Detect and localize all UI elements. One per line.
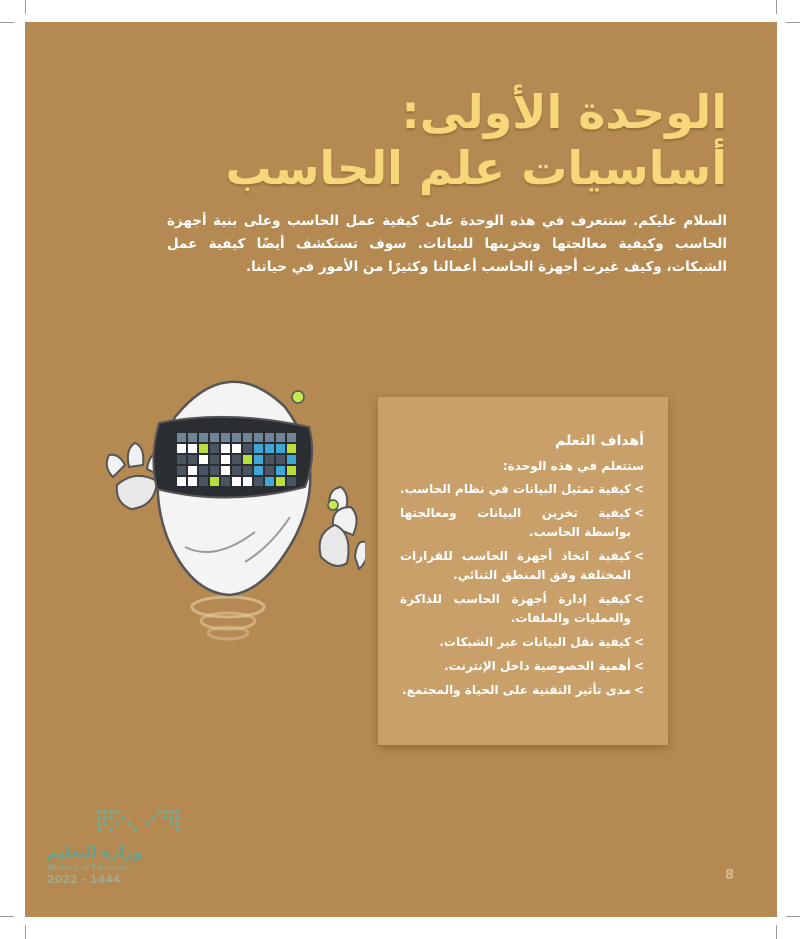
crop-mark <box>0 916 14 917</box>
bullet-mark: > <box>633 659 644 673</box>
goal-text: كيفية اتخاذ أجهزة الحاسب للقرارات المختلفة وفق المنطق الثنائي. <box>400 549 631 582</box>
ministry-logo <box>47 807 197 887</box>
goal-item <box>400 480 644 499</box>
goal-text: كيفية نقل البيانات عبر الشبكات. <box>439 635 631 649</box>
textbook-page <box>25 22 777 917</box>
goal-text: كيفية إدارة أجهزة الحاسب للذاكرة والعمليات والملفات. <box>400 592 631 625</box>
goal-text: أهمية الخصوصية داخل الإنترنت. <box>444 659 631 673</box>
robot-right-hand <box>320 487 365 569</box>
goal-text: كيفية تمثيل البيانات في نظام الحاسب. <box>400 482 631 496</box>
crop-mark <box>776 0 777 14</box>
goal-item <box>400 657 644 676</box>
bullet-mark: > <box>633 506 644 520</box>
goals-heading: أهداف التعلم <box>555 433 644 449</box>
crop-mark <box>25 925 26 939</box>
goals-list <box>400 480 644 700</box>
goals-subheading: ستتعلم في هذه الوحدة: <box>502 459 644 473</box>
goal-text: مدى تأثير التقنية على الحياة والمجتمع. <box>402 683 631 697</box>
bullet-mark: > <box>633 635 644 649</box>
bullet-mark: > <box>633 683 644 697</box>
ministry-name-english: Ministry of Education <box>47 863 132 872</box>
unit-title-line1: الوحدة الأولى: <box>401 85 727 139</box>
crop-mark <box>786 916 800 917</box>
bullet-mark: > <box>633 549 644 563</box>
goal-item <box>400 590 644 628</box>
edition-year: 2022 - 1444 <box>47 873 121 886</box>
crop-mark <box>0 22 14 23</box>
bullet-mark: > <box>633 482 644 496</box>
unit-title-line2: أساسيات علم الحاسب <box>225 141 727 195</box>
learning-goals-box <box>378 397 668 745</box>
bullet-mark: > <box>633 592 644 606</box>
page-number: 8 <box>725 868 735 883</box>
crop-mark <box>786 22 800 23</box>
crop-mark <box>25 0 26 14</box>
goal-item <box>400 633 644 652</box>
goal-item <box>400 547 644 585</box>
intro-paragraph: السلام عليكم. ستتعرف في هذه الوحدة على كيفية عمل الحاسب وعلى بنية أجهزة الحاسب وكيفية معالجتها وتخزينها للبيانات. سوف تستكشف أيضًا كيفية عمل الشبكات، وكيف غيرت أجهزة الحاسب أعمالنا وكثيرًا من الأمور في حياتنا. <box>167 213 727 275</box>
ministry-name-arabic: وزارة التعليم <box>47 843 143 861</box>
goal-item <box>400 681 644 700</box>
robot-indicator-light <box>292 391 304 403</box>
goal-text: كيفية تخزين البيانات ومعالجتها بواسطة الحاسب. <box>400 506 631 539</box>
unit-title <box>127 84 727 196</box>
robot-illustration <box>95 357 365 657</box>
ministry-logo-icon <box>95 807 185 837</box>
crop-mark <box>776 925 777 939</box>
goal-item <box>400 504 644 542</box>
robot-face-screen <box>153 417 312 498</box>
